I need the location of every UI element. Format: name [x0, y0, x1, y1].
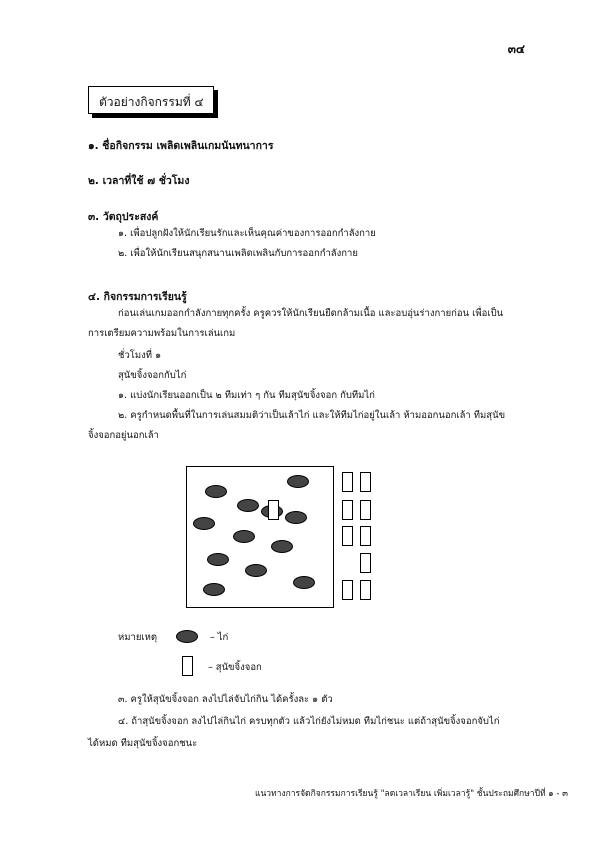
chicken-marker [237, 499, 259, 512]
fox-marker [342, 526, 353, 546]
fox-marker [360, 553, 371, 573]
fox-marker [360, 500, 371, 520]
chicken-marker [203, 583, 225, 596]
chicken-coop-diagram [186, 466, 334, 608]
legend-chicken-icon [176, 630, 198, 643]
step-1: ๑. แบ่งนักเรียนออกเป็น ๒ ทีมเท่า ๆ กัน ทีมสุนัขจิ้งจอก กับทีมไก่ [118, 390, 375, 401]
chicken-marker [193, 517, 215, 530]
objective-2: ๒. เพื่อให้นักเรียนสนุกสนานเพลิดเพลินกับการออกกำลังกาย [118, 248, 358, 259]
fox-marker [360, 580, 371, 600]
fox-marker [342, 472, 353, 492]
chicken-marker [293, 576, 315, 589]
step-3: ๓. ครูให้สุนัขจิ้งจอก ลงไปไล่จับไก่กิน ได้ครั้งละ ๑ ตัว [118, 694, 333, 705]
chicken-marker [245, 564, 267, 577]
fox-marker [342, 580, 353, 600]
activity-title-box [88, 86, 214, 114]
chicken-marker [271, 540, 293, 553]
section-learning: ๔. กิจกรรมการเรียนรู้ [88, 291, 187, 303]
intro-line-1: ก่อนเล่นเกมออกกำลังกายทุกครั้ง ครูควรให้นักเรียนยืดกล้ามเนื้อ และอบอุ่นร่างกายก่อน เพื่อเป็น [118, 308, 504, 319]
chicken-marker [233, 530, 255, 543]
section-duration: ๒. เวลาที่ใช้ ๗ ชั่วโมง [88, 175, 190, 187]
step-4-line-1: ๔. ถ้าสุนัขจิ้งจอก ลงไปไล่กินไก่ ครบทุกตัว แล้วไก่ยังไม่หมด ทีมไก่ชนะ แต่ถ้าสุนัขจิ้งจอกจับไก่ [118, 716, 500, 727]
hour-label: ชั่วโมงที่ ๑ [118, 350, 162, 361]
section-objectives: ๓. วัตถุประสงค์ [88, 211, 159, 223]
fox-marker [342, 500, 353, 520]
chicken-marker [205, 485, 227, 498]
page-footer: แนวทางการจัดกิจกรรมการเรียนรู้ "ลดเวลาเรียน เพิ่มเวลารู้" ชั้นประถมศึกษาปีที่ ๑ - ๓ [255, 789, 568, 799]
legend-chicken-text: – ไก่ [210, 632, 229, 643]
activity-title: ตัวอย่างกิจกรรมที่ ๔ [99, 95, 204, 109]
step-2-line-2: จิ้งจอกอยู่นอกเล้า [88, 430, 159, 441]
step-2-line-1: ๒. ครูกำหนดพื้นที่ในการเล่นสมมติว่าเป็นเล้าไก่ และให้ทีมไก่อยู่ในเล้า ห้ามออกนอกเล้า ทีมสุนัข [118, 410, 506, 421]
fox-marker [268, 500, 279, 520]
legend-fox-text: – สุนัขจิ้งจอก [208, 662, 262, 673]
legend-fox-icon [182, 656, 193, 676]
chicken-marker [287, 475, 309, 488]
objective-1: ๑. เพื่อปลูกฝังให้นักเรียนรักและเห็นคุณค่าของการออกกำลังกาย [118, 228, 376, 239]
intro-line-2: การเตรียมความพร้อมในการเล่นเกม [88, 328, 236, 339]
legend-label: หมายเหตุ [118, 632, 158, 643]
game-name: สุนัขจิ้งจอกกับไก่ [118, 370, 187, 381]
fox-marker [360, 526, 371, 546]
page-number: ๓๔ [507, 42, 525, 56]
step-4-line-2: ได้หมด ทีมสุนัขจิ้งจอกชนะ [88, 738, 198, 749]
section-activity-name: ๑. ชื่อกิจกรรม เพลิดเพลินเกมนันทนาการ [88, 140, 274, 152]
chicken-marker [207, 553, 229, 566]
chicken-marker [285, 511, 307, 524]
fox-marker [360, 472, 371, 492]
